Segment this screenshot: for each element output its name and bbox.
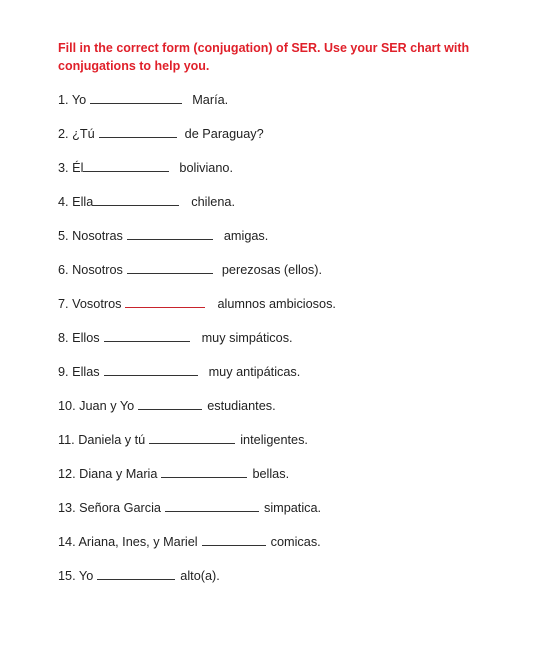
exercise-item (58, 466, 518, 482)
exercise-item (58, 398, 518, 414)
answer-blank[interactable] (202, 534, 266, 546)
exercise-item (58, 228, 518, 244)
exercise-item (58, 534, 518, 550)
item-prefix: 8. Ellos (58, 331, 100, 345)
item-prefix: 10. Juan y Yo (58, 399, 135, 413)
item-suffix: alto(a). (180, 569, 220, 583)
answer-blank[interactable] (97, 568, 175, 580)
exercise-item (58, 160, 518, 176)
item-suffix: perezosas (ellos). (221, 263, 323, 277)
item-prefix: 1. Yo (58, 93, 87, 107)
answer-blank[interactable] (93, 194, 179, 206)
item-suffix: alumnos ambiciosos. (217, 297, 336, 311)
item-prefix: 11. Daniela y tú (58, 433, 146, 447)
item-prefix: 5. Nosotras (58, 229, 123, 243)
item-prefix: 4. Ella (58, 195, 94, 209)
exercise-item (58, 296, 518, 312)
item-prefix: 7. Vosotros (58, 297, 122, 311)
item-prefix: 3. Él (58, 161, 84, 175)
answer-blank[interactable] (149, 432, 235, 444)
answer-blank[interactable] (99, 126, 177, 138)
answer-blank[interactable] (104, 364, 198, 376)
item-suffix: amigas. (223, 229, 269, 243)
exercise-item (58, 500, 518, 516)
item-prefix: 14. Ariana, Ines, y Mariel (58, 535, 198, 549)
answer-blank[interactable] (138, 398, 202, 410)
exercise-item (58, 126, 518, 142)
item-suffix: inteligentes. (240, 433, 308, 447)
answer-blank[interactable] (127, 228, 213, 240)
item-suffix: chilena. (191, 195, 235, 209)
item-suffix: simpatica. (263, 501, 322, 515)
item-suffix: estudiantes. (207, 399, 276, 413)
exercise-item (58, 262, 518, 278)
exercise-item (58, 330, 518, 346)
instructions: Fill in the correct form (conjugation) of SER. Use your SER chart with conjugations to help you. (58, 41, 470, 73)
answer-blank[interactable] (83, 160, 169, 172)
item-suffix: bellas. (252, 467, 290, 481)
item-suffix: muy simpáticos. (201, 331, 293, 345)
item-prefix: 9. Ellas (58, 365, 100, 379)
item-prefix: 2. ¿Tú (58, 127, 95, 141)
item-suffix: María. (192, 93, 229, 107)
answer-blank-highlighted[interactable] (125, 296, 205, 308)
item-prefix: 6. Nosotros (58, 263, 123, 277)
worksheet (58, 39, 518, 602)
exercise-item (58, 568, 518, 584)
answer-blank[interactable] (127, 262, 213, 274)
answer-blank[interactable] (161, 466, 247, 478)
item-suffix: de Paraguay? (184, 127, 264, 141)
exercise-item (58, 364, 518, 380)
item-suffix: comicas. (270, 535, 321, 549)
exercise-item (58, 432, 518, 448)
exercise-item (58, 194, 518, 210)
item-prefix: 15. Yo (58, 569, 94, 583)
answer-blank[interactable] (104, 330, 190, 342)
item-suffix: boliviano. (179, 161, 233, 175)
answer-blank[interactable] (165, 500, 259, 512)
exercise-item (58, 92, 518, 108)
item-suffix: muy antipáticas. (208, 365, 301, 379)
item-prefix: 13. Señora Garcia (58, 501, 161, 515)
item-prefix: 12. Diana y Maria (58, 467, 158, 481)
answer-blank[interactable] (90, 92, 182, 104)
